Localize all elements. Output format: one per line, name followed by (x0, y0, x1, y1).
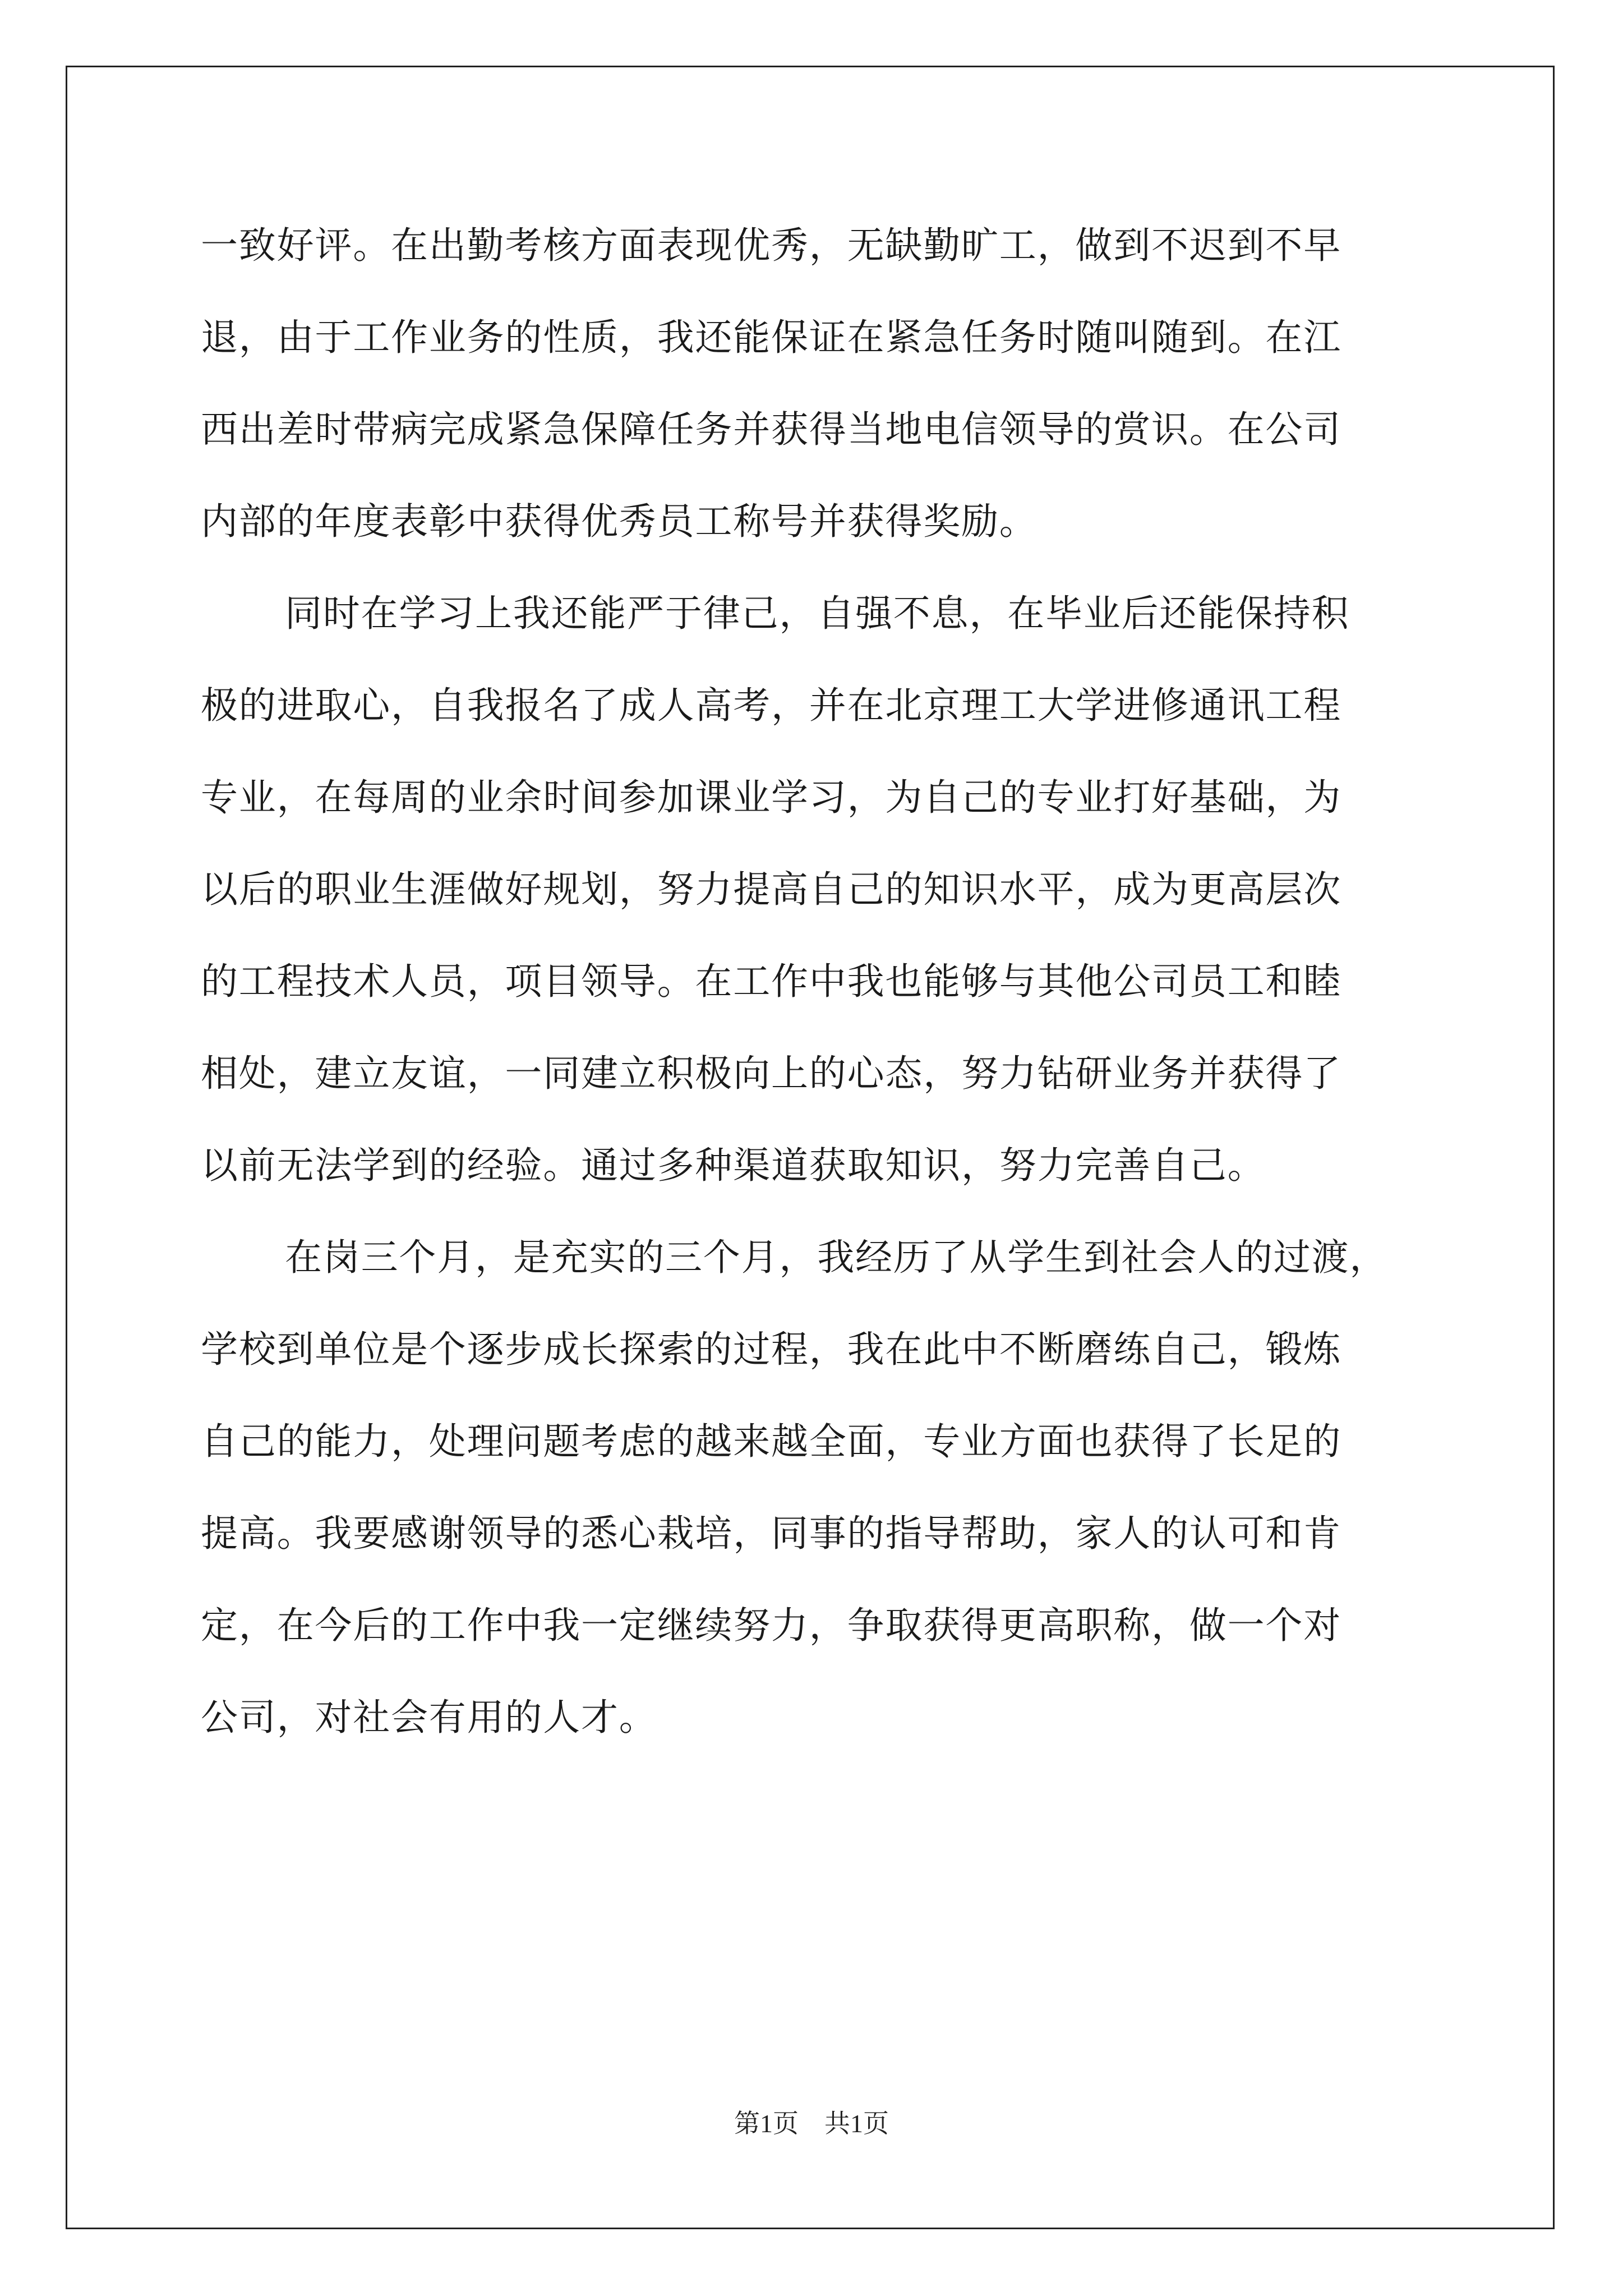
paragraph-1-line-2: 退，由于工作业务的性质，我还能保证在紧急任务时随叫随到。在江 (201, 316, 1341, 359)
paragraph-3-line-3: 自己的能力，处理问题考虑的越来越全面，专业方面也获得了长足的 (201, 1420, 1341, 1463)
paragraph-3-line-6: 公司，对社会有用的人才。 (201, 1696, 657, 1739)
paragraph-2-line-5: 的工程技术人员，项目领导。在工作中我也能够与其他公司员工和睦 (201, 960, 1341, 1003)
page-number: 第1页 共1页 (734, 2109, 889, 2138)
paragraph-3-line-5: 定，在今后的工作中我一定继续努力，争取获得更高职称，做一个对 (201, 1604, 1341, 1647)
paragraph-3-line-2: 学校到单位是个逐步成长探索的过程，我在此中不断磨练自己，锻炼 (201, 1328, 1341, 1371)
paragraph-1-line-1: 一致好评。在出勤考核方面表现优秀，无缺勤旷工，做到不迟到不早 (201, 224, 1341, 267)
document-body (201, 210, 1429, 1774)
paragraph-2-line-4: 以后的职业生涯做好规划，努力提高自己的知识水平，成为更高层次 (201, 868, 1341, 911)
paragraph-2-line-6: 相处，建立友谊，一同建立积极向上的心态，努力钻研业务并获得了 (201, 1052, 1341, 1095)
paragraph-2-line-1: 同时在学习上我还能严于律己，自强不息，在毕业后还能保持积 (285, 592, 1350, 635)
paragraph-2-line-2: 极的进取心，自我报名了成人高考，并在北京理工大学进修通讯工程 (201, 684, 1341, 727)
paragraph-1-line-3: 西出差时带病完成紧急保障任务并获得当地电信领导的赏识。在公司 (201, 408, 1341, 451)
page-footer (0, 2107, 1623, 2141)
paragraph-2-line-3: 专业，在每周的业余时间参加课业学习，为自己的专业打好基础，为 (201, 776, 1341, 819)
paragraph-3-line-1: 在岗三个月，是充实的三个月，我经历了从学生到社会人的过渡， (285, 1236, 1388, 1279)
paragraph-1-line-4: 内部的年度表彰中获得优秀员工称号并获得奖励。 (201, 500, 1038, 543)
paragraph-2-line-7: 以前无法学到的经验。通过多种渠道获取知识，努力完善自己。 (201, 1144, 1266, 1187)
paragraph-3-line-4: 提高。我要感谢领导的悉心栽培，同事的指导帮助，家人的认可和肯 (201, 1512, 1341, 1555)
